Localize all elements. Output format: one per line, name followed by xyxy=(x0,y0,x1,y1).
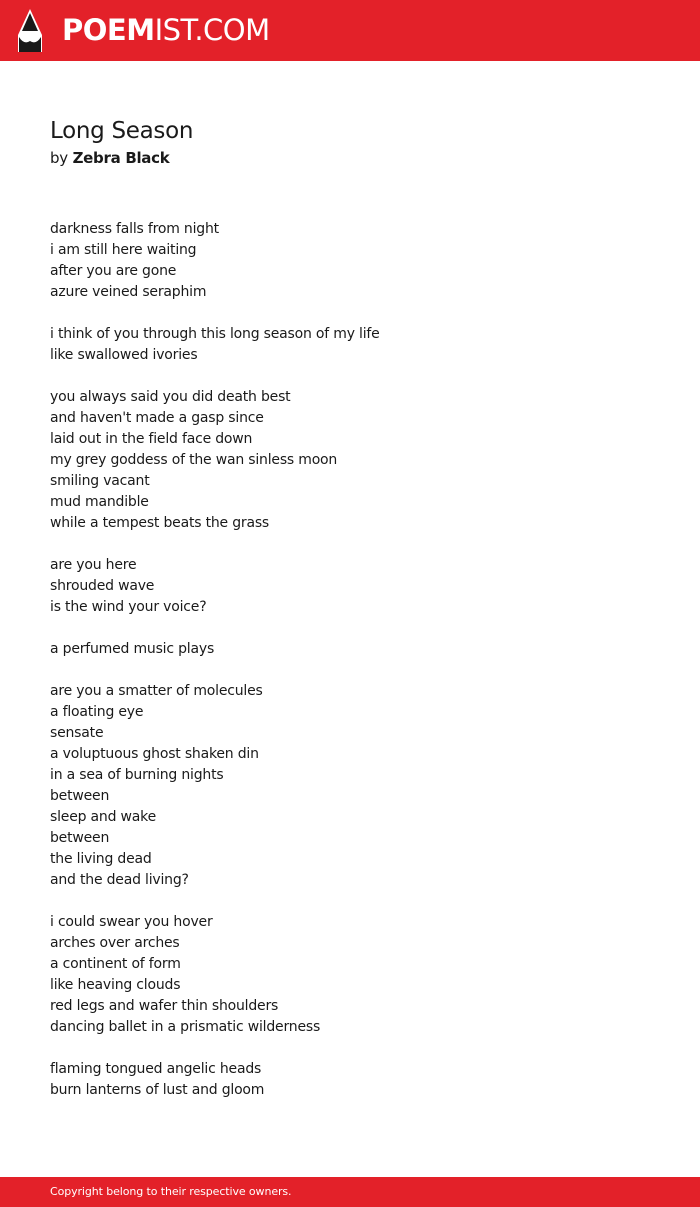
poem-line: shrouded wave xyxy=(50,578,155,594)
poem-line: i could swear you hover xyxy=(50,914,213,930)
poem-line: darkness falls from night xyxy=(50,221,219,237)
poem-line: you always said you did death best xyxy=(50,389,291,405)
poem-line: like heaving clouds xyxy=(50,977,181,993)
site-logo[interactable] xyxy=(62,12,270,48)
poem-line: red legs and wafer thin shoulders xyxy=(50,998,279,1014)
logo-bold-text: POEM xyxy=(62,13,155,47)
poem-line: i am still here waiting xyxy=(50,242,197,258)
poem-body xyxy=(50,219,650,1122)
site-header xyxy=(0,0,700,61)
poem-line: i think of you through this long season of my life xyxy=(50,326,380,342)
site-footer xyxy=(0,1177,700,1207)
by-label: by xyxy=(50,149,68,167)
poem-line: dancing ballet in a prismatic wilderness xyxy=(50,1019,321,1035)
poem-line: arches over arches xyxy=(50,935,180,951)
poem-line: after you are gone xyxy=(50,263,177,279)
poem-line: the living dead xyxy=(50,851,152,867)
author-name: Zebra Black xyxy=(72,149,170,167)
poem-line: between xyxy=(50,830,110,846)
poem-line: while a tempest beats the grass xyxy=(50,515,270,531)
poem-stanza xyxy=(50,219,650,303)
poem-line: flaming tongued angelic heads xyxy=(50,1061,262,1077)
poem-line: are you here xyxy=(50,557,137,573)
poem-line: smiling vacant xyxy=(50,473,150,489)
poem-line: a voluptuous ghost shaken din xyxy=(50,746,259,762)
poem-stanza xyxy=(50,681,650,891)
poem-line: is the wind your voice? xyxy=(50,599,207,615)
poem-stanza xyxy=(50,639,650,660)
poem-stanza xyxy=(50,387,650,534)
poem-line: like swallowed ivories xyxy=(50,347,198,363)
poem-line: sensate xyxy=(50,725,104,741)
poem-line: a perfumed music plays xyxy=(50,641,215,657)
poem-line: burn lanterns of lust and gloom xyxy=(50,1082,265,1098)
poem-line: azure veined seraphim xyxy=(50,284,207,300)
logo-light-text: IST.COM xyxy=(154,13,270,47)
poem-header xyxy=(50,116,650,168)
poem-stanza xyxy=(50,555,650,618)
pencil-tip-icon[interactable] xyxy=(16,9,44,52)
poem-line: my grey goddess of the wan sinless moon xyxy=(50,452,338,468)
poem-line: in a sea of burning nights xyxy=(50,767,224,783)
poem-stanza xyxy=(50,1059,650,1101)
poem-title: Long Season xyxy=(50,118,194,144)
poem-stanza xyxy=(50,324,650,366)
copyright-text: Copyright belong to their respective owners. xyxy=(50,1185,292,1198)
poem-line: are you a smatter of molecules xyxy=(50,683,263,699)
poem-line: sleep and wake xyxy=(50,809,156,825)
byline xyxy=(50,148,650,168)
poem-line: laid out in the field face down xyxy=(50,431,253,447)
poem-line: and the dead living? xyxy=(50,872,189,888)
poem-stanza xyxy=(50,912,650,1038)
poem-line: a continent of form xyxy=(50,956,181,972)
poem-line: between xyxy=(50,788,110,804)
poem-line: and haven't made a gasp since xyxy=(50,410,264,426)
poem-line: a floating eye xyxy=(50,704,144,720)
poem-line: mud mandible xyxy=(50,494,149,510)
